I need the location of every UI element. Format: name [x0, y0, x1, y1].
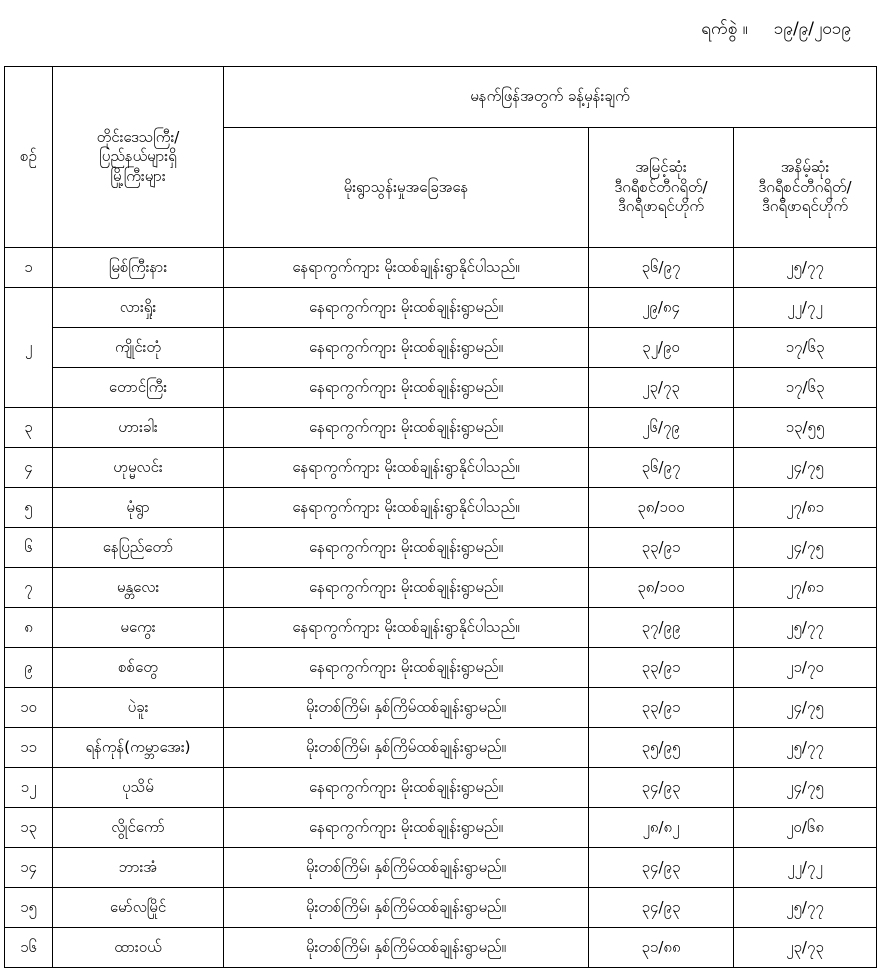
min-temperature: ၁၇/၆၃	[734, 328, 877, 368]
rain-condition: နေရာကွက်ကျား မိုးထစ်ချုန်းရွာမည်။	[224, 768, 589, 808]
rain-condition: မိုးတစ်ကြိမ်၊ နှစ်ကြိမ်ထစ်ချုန်းရွာမည်။	[224, 928, 589, 968]
row-number: ၂	[5, 288, 53, 408]
table-row	[5, 688, 877, 728]
max-temperature: ၃၈/၁၀၀	[589, 488, 734, 528]
row-number: ၉	[5, 648, 53, 688]
row-number: ၄	[5, 448, 53, 488]
min-temperature: ၂၅/၇၇	[734, 248, 877, 288]
table-row	[5, 808, 877, 848]
city-name: တောင်ကြီး	[53, 368, 224, 408]
row-number: ၁၆	[5, 928, 53, 968]
city-name: မန္တလေး	[53, 568, 224, 608]
rain-condition: နေရာကွက်ကျား မိုးထစ်ချုန်းရွာမည်။	[224, 288, 589, 328]
header-max-line: ဒီဂရီစင်တီဂရိတ်/	[614, 177, 708, 196]
row-number: ၁၃	[5, 808, 53, 848]
max-temperature: ၃၃/၉၁	[589, 648, 734, 688]
min-temperature: ၂၄/၇၅	[734, 688, 877, 728]
header-max-line: အမြင့်ဆုံး	[635, 158, 687, 177]
max-temperature: ၃၅/၉၅	[589, 728, 734, 768]
max-temperature: ၃၇/၉၉	[589, 608, 734, 648]
city-name: စစ်တွေ	[53, 648, 224, 688]
rain-condition: မိုးတစ်ကြိမ်၊ နှစ်ကြိမ်ထစ်ချုန်းရွာမည်။	[224, 728, 589, 768]
table-row	[5, 648, 877, 688]
rain-condition: မိုးတစ်ကြိမ်၊ နှစ်ကြိမ်ထစ်ချုန်းရွာမည်။	[224, 688, 589, 728]
min-temperature: ၂၂/၇၂	[734, 848, 877, 888]
date-line	[701, 18, 851, 43]
table-row	[5, 368, 877, 408]
table-row	[5, 728, 877, 768]
row-number: ၁၅	[5, 888, 53, 928]
max-temperature: ၃၂/၉၀	[589, 328, 734, 368]
max-temperature: ၂၆/၇၉	[589, 408, 734, 448]
rain-condition: နေရာကွက်ကျား မိုးထစ်ချုန်းရွာနိုင်ပါသည်။	[224, 248, 589, 288]
city-name: ဟားခါး	[53, 408, 224, 448]
rain-condition: နေရာကွက်ကျား မိုးထစ်ချုန်းရွာမည်။	[224, 808, 589, 848]
city-name: ဘားအံ	[53, 848, 224, 888]
table-row	[5, 568, 877, 608]
min-temperature: ၂၃/၇၃	[734, 928, 877, 968]
max-temperature: ၃၄/၉၃	[589, 848, 734, 888]
header-place-line: ပြည်နယ်များရှိ	[99, 147, 177, 166]
min-temperature: ၂၂/၇၂	[734, 288, 877, 328]
rain-condition: နေရာကွက်ကျား မိုးထစ်ချုန်းရွာမည်။	[224, 408, 589, 448]
city-name: ရန်ကုန်(ကမ္ဘာအေး)	[53, 728, 224, 768]
city-name: မုံရွာ	[53, 488, 224, 528]
rain-condition: နေရာကွက်ကျား မိုးထစ်ချုန်းရွာနိုင်ပါသည်။	[224, 488, 589, 528]
row-number: ၁၂	[5, 768, 53, 808]
table-row	[5, 608, 877, 648]
city-name: လွိုင်ကော်	[53, 808, 224, 848]
rain-condition: နေရာကွက်ကျား မိုးထစ်ချုန်းရွာမည်။	[224, 568, 589, 608]
row-number: ၇	[5, 568, 53, 608]
row-number: ၁၀	[5, 688, 53, 728]
table-row	[5, 528, 877, 568]
table-row	[5, 448, 877, 488]
header-min-line: အနိမ့်ဆုံး	[780, 158, 830, 177]
table-row	[5, 288, 877, 328]
city-name: ဟုမ္မလင်း	[53, 448, 224, 488]
city-name: မြစ်ကြီးနား	[53, 248, 224, 288]
date-label: ရက်စွဲ ။	[701, 19, 748, 39]
row-number: ၆	[5, 528, 53, 568]
rain-condition: နေရာကွက်ကျား မိုးထစ်ချုန်းရွာမည်။	[224, 648, 589, 688]
max-temperature: ၂၈/၈၂	[589, 808, 734, 848]
table-body	[5, 248, 877, 968]
row-number: ၁၁	[5, 728, 53, 768]
table-row	[5, 408, 877, 448]
row-number: ၅	[5, 488, 53, 528]
max-temperature: ၃၁/၈၈	[589, 928, 734, 968]
max-temperature: ၃၃/၉၁	[589, 528, 734, 568]
date-value: ၁၉/၉/၂၀၁၉	[773, 19, 851, 39]
header-max-temp	[589, 128, 734, 248]
city-name: ပဲခူး	[53, 688, 224, 728]
city-name: လားရှိုး	[53, 288, 224, 328]
min-temperature: ၂၅/၇၇	[734, 888, 877, 928]
table-row	[5, 768, 877, 808]
table-row	[5, 328, 877, 368]
row-number: ၃	[5, 408, 53, 448]
max-temperature: ၃၄/၉၃	[589, 888, 734, 928]
max-temperature: ၃၆/၉၇	[589, 248, 734, 288]
city-name: နေပြည်တော်	[53, 528, 224, 568]
min-temperature: ၂၅/၇၇	[734, 728, 877, 768]
min-temperature: ၂၄/၇၅	[734, 528, 877, 568]
header-min-temp	[734, 128, 877, 248]
max-temperature: ၃၈/၁၀၀	[589, 568, 734, 608]
min-temperature: ၂၇/၈၁	[734, 568, 877, 608]
rain-condition: နေရာကွက်ကျား မိုးထစ်ချုန်းရွာမည်။	[224, 328, 589, 368]
rain-condition: နေရာကွက်ကျား မိုးထစ်ချုန်းရွာနိုင်ပါသည်။	[224, 608, 589, 648]
min-temperature: ၁၇/၆၃	[734, 368, 877, 408]
rain-condition: မိုးတစ်ကြိမ်၊ နှစ်ကြိမ်ထစ်ချုန်းရွာမည်။	[224, 848, 589, 888]
min-temperature: ၂၇/၈၁	[734, 488, 877, 528]
weather-forecast-table	[4, 66, 877, 968]
table-row	[5, 488, 877, 528]
row-number: ၁၄	[5, 848, 53, 888]
city-name: ပုသိမ်	[53, 768, 224, 808]
min-temperature: ၁၃/၅၅	[734, 408, 877, 448]
min-temperature: ၂၄/၇၅	[734, 768, 877, 808]
rain-condition: နေရာကွက်ကျား မိုးထစ်ချုန်းရွာနိုင်ပါသည်။	[224, 448, 589, 488]
max-temperature: ၃၆/၉၇	[589, 448, 734, 488]
max-temperature: ၂၉/၈၄	[589, 288, 734, 328]
max-temperature: ၂၃/၇၃	[589, 368, 734, 408]
row-number: ၈	[5, 608, 53, 648]
header-min-line: ဒီဂရီစင်တီဂရိတ်/	[758, 177, 852, 196]
row-number: ၁	[5, 248, 53, 288]
rain-condition: မိုးတစ်ကြိမ်၊ နှစ်ကြိမ်ထစ်ချုန်းရွာမည်။	[224, 888, 589, 928]
header-forecast-group: မနက်ဖြန်အတွက် ခန့်မှန်းချက်	[224, 67, 877, 128]
city-name: မော်လမြိုင်	[53, 888, 224, 928]
min-temperature: ၂၅/၇၇	[734, 608, 877, 648]
table-row	[5, 248, 877, 288]
header-condition: မိုးရွာသွန်းမှုအခြေအနေ	[224, 128, 589, 248]
max-temperature: ၃၄/၉၃	[589, 768, 734, 808]
table-row	[5, 848, 877, 888]
city-name: ကျိုင်းတုံ	[53, 328, 224, 368]
header-place-line: မြို့ကြီးများ	[110, 166, 166, 185]
rain-condition: နေရာကွက်ကျား မိုးထစ်ချုန်းရွာမည်။	[224, 368, 589, 408]
header-max-line: ဒီဂရီဖာရင်ဟိုက်	[617, 197, 705, 216]
table-row	[5, 928, 877, 968]
rain-condition: နေရာကွက်ကျား မိုးထစ်ချုန်းရွာမည်။	[224, 528, 589, 568]
header-place	[53, 67, 224, 248]
max-temperature: ၃၃/၉၁	[589, 688, 734, 728]
city-name: မကွေး	[53, 608, 224, 648]
min-temperature: ၂၁/၇၀	[734, 648, 877, 688]
header-min-line: ဒီဂရီဖာရင်ဟိုက်	[761, 197, 849, 216]
min-temperature: ၂၀/၆၈	[734, 808, 877, 848]
city-name: ထားဝယ်	[53, 928, 224, 968]
header-no: စဉ်	[5, 67, 53, 248]
header-place-line: တိုင်းဒေသကြီး/	[96, 127, 180, 146]
table-row	[5, 888, 877, 928]
min-temperature: ၂၄/၇၅	[734, 448, 877, 488]
